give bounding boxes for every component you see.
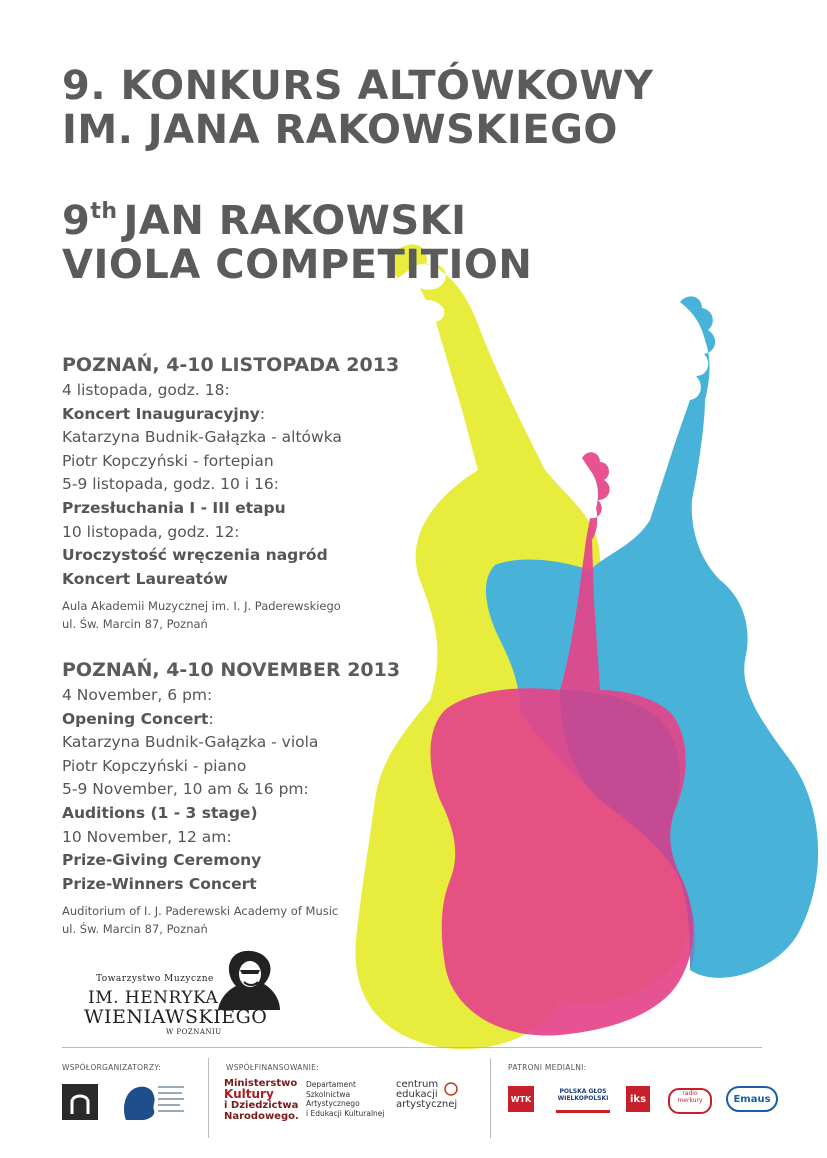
society-logo-line2: IM. HENRYKA bbox=[88, 988, 219, 1008]
schedule-line bbox=[62, 450, 399, 474]
schedule-line bbox=[62, 426, 399, 450]
schedule-line-bold: Opening Concert bbox=[62, 709, 209, 728]
schedule-line bbox=[62, 778, 400, 802]
ministry-line1: Ministerstwo bbox=[224, 1078, 298, 1089]
title-polish-line1: 9. KONKURS ALTÓWKOWY bbox=[62, 63, 654, 109]
schedule-line bbox=[62, 403, 399, 427]
footer-separator-1 bbox=[208, 1058, 209, 1138]
schedule-polish-lines bbox=[62, 379, 399, 591]
schedule-english-lines bbox=[62, 684, 400, 896]
schedule-line bbox=[62, 544, 399, 568]
ministry-line4: Narodowego. bbox=[224, 1111, 299, 1122]
schedule-line-bold: Auditions (1 - 3 stage) bbox=[62, 803, 258, 822]
schedule-line bbox=[62, 497, 399, 521]
schedule-line-bold: Przesłuchania I - III etapu bbox=[62, 498, 286, 517]
schedule-line-text: 4 listopada, godz. 18: bbox=[62, 381, 230, 399]
footer-divider bbox=[62, 1047, 762, 1048]
media-logo-radio: radio merkury bbox=[668, 1088, 712, 1114]
partner-logo bbox=[118, 1080, 188, 1124]
schedule-line bbox=[62, 873, 400, 897]
title-english bbox=[62, 190, 532, 287]
schedule-line-text: Piotr Kopczyński - piano bbox=[62, 756, 247, 775]
schedule-line-text: 5-9 listopada, godz. 10 i 16: bbox=[62, 475, 279, 494]
schedule-line bbox=[62, 521, 399, 545]
media-logo-wtk: WTK bbox=[508, 1086, 534, 1112]
centrum-logo bbox=[396, 1080, 457, 1110]
title-english-line1 bbox=[62, 190, 532, 243]
media-heading: PATRONI MEDIALNI: bbox=[508, 1063, 587, 1072]
schedule-line-text: Piotr Kopczyński - fortepian bbox=[62, 451, 274, 470]
schedule-line bbox=[62, 826, 400, 850]
schedule-line bbox=[62, 802, 400, 826]
society-logo-line4: W POZNANIU bbox=[166, 1028, 222, 1036]
schedule-line bbox=[62, 568, 399, 592]
schedule-line-bold: Prize-Giving Ceremony bbox=[62, 851, 262, 870]
cofinancing-heading: WSPÓŁFINANSOWANIE: bbox=[226, 1063, 319, 1072]
society-logo-line1: Towarzystwo Muzyczne bbox=[96, 974, 214, 984]
schedule-line-suffix: : bbox=[208, 709, 214, 728]
venue-english-line2: ul. Św. Marcin 87, Poznań bbox=[62, 922, 208, 937]
centrum-line2: edukacji bbox=[396, 1089, 438, 1100]
centrum-circle-icon bbox=[444, 1082, 458, 1096]
profile-head-icon bbox=[118, 1080, 188, 1124]
schedule-line-suffix: : bbox=[259, 404, 266, 423]
centrum-line3: artystycznej bbox=[396, 1099, 458, 1110]
department-line1: Departament bbox=[306, 1080, 356, 1089]
academy-arch-icon bbox=[62, 1084, 98, 1120]
coorganizers-heading: WSPÓŁORGANIZATORZY: bbox=[62, 1063, 162, 1072]
schedule-line-bold: Prize-Winners Concert bbox=[62, 874, 257, 893]
department-line3: Artystycznego bbox=[306, 1099, 360, 1108]
department-line4: i Edukacji Kulturalnej bbox=[306, 1108, 385, 1118]
venue-polish-line1: Aula Akademii Muzycznej im. I. J. Paderewskiego bbox=[62, 599, 341, 614]
title-english-line1-rest: JAN RAKOWSKI bbox=[123, 198, 467, 244]
title-number: 9 bbox=[62, 198, 91, 244]
schedule-line-text: Katarzyna Budnik-Gałązka - altówka bbox=[62, 428, 342, 447]
schedule-line-bold: Uroczystość wręczenia nagród bbox=[62, 546, 328, 565]
ministry-line2: Kultury bbox=[224, 1087, 274, 1101]
department-logo bbox=[306, 1080, 385, 1118]
academy-logo bbox=[62, 1084, 98, 1120]
schedule-line bbox=[62, 684, 400, 708]
schedule-line-text: Katarzyna Budnik-Gałązka - viola bbox=[62, 733, 319, 752]
venue-english bbox=[62, 902, 400, 938]
portrait-icon bbox=[214, 948, 282, 1010]
venue-english-line1: Auditorium of I. J. Paderewski Academy of Music bbox=[62, 904, 339, 919]
department-line2: Szkolnictwa bbox=[306, 1089, 351, 1099]
venue-polish bbox=[62, 597, 399, 633]
venue-polish-line2: ul. Św. Marcin 87, Poznań bbox=[62, 617, 208, 632]
ministry-logo bbox=[224, 1078, 299, 1122]
title-polish-line2: IM. JANA RAKOWSKIEGO bbox=[62, 107, 618, 153]
schedule-line bbox=[62, 708, 400, 732]
schedule-line bbox=[62, 755, 400, 779]
schedule-line bbox=[62, 473, 399, 497]
schedule-line bbox=[62, 379, 399, 403]
media-logo-iks: iks bbox=[626, 1086, 650, 1112]
schedule-line bbox=[62, 849, 400, 873]
media-logo-glos: POLSKA GŁOS WIELKOPOLSKI bbox=[556, 1088, 610, 1113]
schedule-line-text: 10 November, 12 am: bbox=[62, 827, 232, 846]
society-logo-line3: WIENIAWSKIEGO bbox=[84, 1006, 268, 1028]
schedule-english-heading: POZNAŃ, 4-10 NOVEMBER 2013 bbox=[62, 659, 401, 681]
schedule-polish-heading: POZNAŃ, 4-10 LISTOPADA 2013 bbox=[62, 354, 400, 376]
schedule-line-bold: Koncert Inauguracyjny bbox=[62, 404, 260, 423]
footer-separator-2 bbox=[490, 1058, 491, 1138]
ministry-line3: i Dziedzictwa bbox=[224, 1100, 299, 1111]
media-logo-emaus: Emaus bbox=[726, 1086, 778, 1112]
schedule-line bbox=[62, 731, 400, 755]
schedule-line-text: 5-9 November, 10 am & 16 pm: bbox=[62, 780, 309, 799]
schedule-polish bbox=[62, 352, 399, 633]
schedule-english bbox=[62, 657, 400, 938]
schedule-line-bold: Koncert Laureatów bbox=[62, 569, 228, 588]
society-logo bbox=[84, 948, 284, 1038]
title-english-line2: VIOLA COMPETITION bbox=[62, 242, 533, 288]
schedule-line-text: 10 listopada, godz. 12: bbox=[62, 522, 240, 541]
centrum-line1: centrum bbox=[396, 1079, 439, 1090]
title-ordinal: th bbox=[90, 199, 118, 224]
schedule-line-text: 4 November, 6 pm: bbox=[62, 686, 213, 704]
title-polish bbox=[62, 64, 653, 152]
